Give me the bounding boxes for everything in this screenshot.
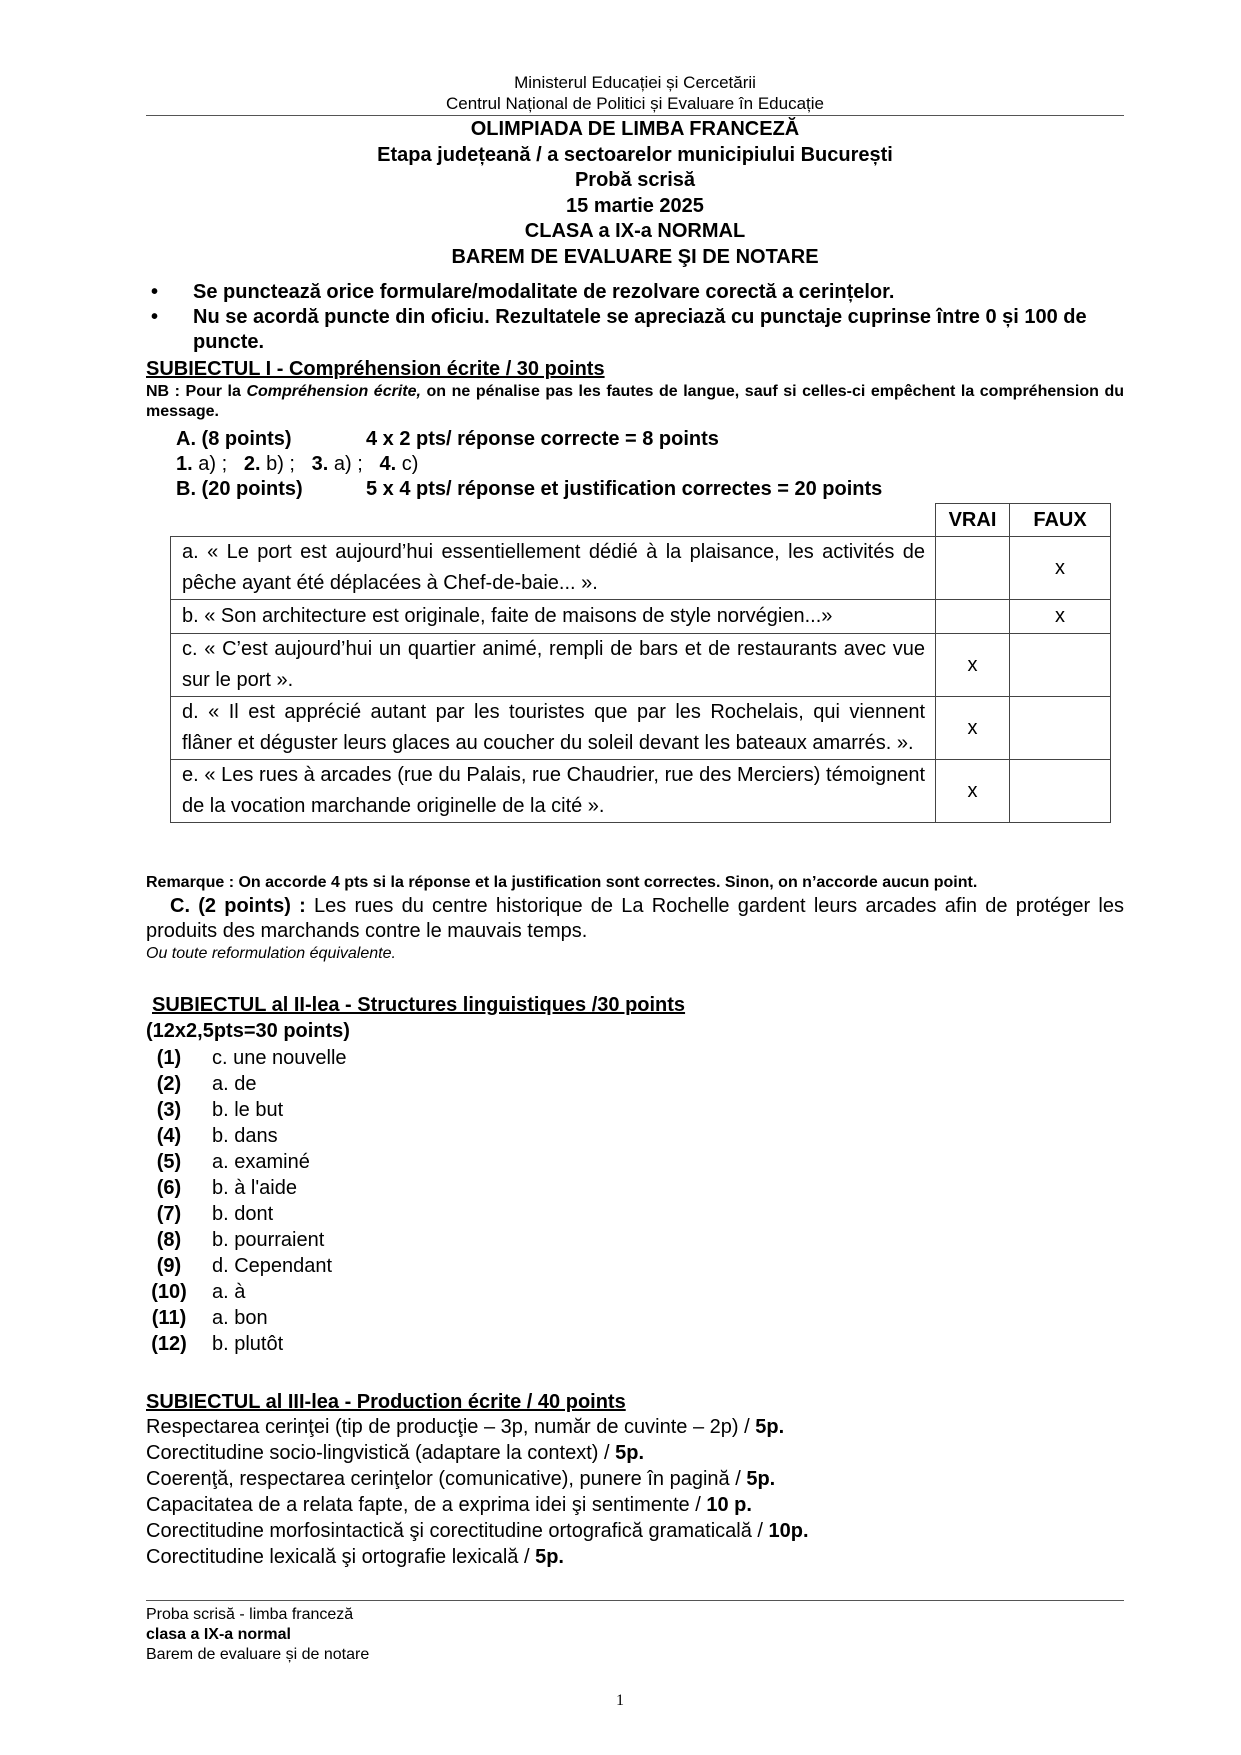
list-item: (7) b. dont (156, 1203, 274, 1225)
subject2-title: SUBIECTUL al II-lea - Structures linguistiques /30 points (152, 994, 686, 1016)
bullet-icon: • (151, 281, 159, 303)
part-c: C. (2 points) : Les rues du centre historique de La Rochelle gardent leurs arcades afin de protéger les produits des marchands contre le mauvais temps. (146, 895, 1124, 942)
table-header-row (171, 504, 1111, 537)
footer-line-class: clasa a IX-a normal (146, 1626, 291, 1643)
statement-cell: a. « Le port est aujourd’hui essentiellement dédié à la plaisance, les activités de pêche ayant été déplacées à Chef-de-baie... ». (171, 537, 936, 600)
subject1-title: SUBIECTUL I - Compréhension écrite / 30 points (146, 358, 605, 380)
list-item: (1) c. une nouvelle (156, 1047, 347, 1069)
table-row (171, 600, 1111, 634)
subject1-remark: Remarque : On accorde 4 pts si la réponse et la justification sont correctes. Sinon, on n’accorde aucun point. (146, 874, 978, 891)
table-row (171, 537, 1111, 600)
list-item: • Se punctează orice formulare/modalitate de rezolvare corectă a cerințelor. (151, 281, 895, 303)
title-stage: Etapa județeană / a sectoarelor municipiului București (377, 143, 893, 166)
faux-cell: x (1010, 537, 1111, 600)
bullet-icon: • (151, 306, 159, 328)
true-false-table (170, 503, 1111, 823)
criteria-item: Corectitudine socio-lingvistică (adaptare la context) / 5p. (146, 1442, 645, 1464)
part-a-label: A. (8 points) (176, 428, 292, 450)
table-row (171, 697, 1111, 760)
footer-line-test: Proba scrisă - limba franceză (146, 1606, 354, 1623)
list-item: (8) b. pourraient (156, 1229, 325, 1251)
list-item: (9) d. Cependant (156, 1255, 333, 1277)
list-item: (12) b. plutôt (151, 1333, 284, 1355)
page-header (146, 72, 1124, 114)
subject1-nb: NB : Pour la Compréhension écrite, on ne pénalise pas les fautes de langue, sauf si celles-ci empêchent la compréhension du message. (146, 383, 1125, 420)
statement-cell: d. « Il est apprécié autant par les touristes que par les Rochelais, qui viennent flâner et déguster leurs glaces au coucher du soleil devant les bateaux amarrés. ». (171, 697, 936, 760)
list-item: (10) a. à (151, 1281, 246, 1303)
title-date: 15 martie 2025 (566, 194, 704, 217)
faux-cell: x (1010, 600, 1111, 634)
subject2-score: (12x2,5pts=30 points) (146, 1020, 350, 1042)
part-b-label: B. (20 points) (176, 478, 303, 500)
subject3-title: SUBIECTUL al III-lea - Production écrite / 40 points (146, 1391, 626, 1413)
part-b-score: 5 x 4 pts/ réponse et justification correctes = 20 points (366, 478, 883, 500)
criteria-item: Corectitudine lexicală şi ortografie lexicală / 5p. (146, 1546, 564, 1568)
page-number: 1 (616, 1692, 624, 1709)
document-title-block (146, 117, 1124, 270)
title-olympiad: OLIMPIADA DE LIMBA FRANCEZĂ (470, 118, 800, 140)
list-item: (6) b. à l'aide (156, 1177, 297, 1199)
list-item: • Nu se acordă puncte din oficiu. Rezultatele se apreciază cu punctaje cuprinse între 0 și 100 de puncte. (151, 306, 1087, 353)
list-item: (3) b. le but (156, 1099, 284, 1121)
statement-cell: c. « C’est aujourd’hui un quartier animé, rempli de bars et de restaurants avec vue sur le port ». (171, 634, 936, 697)
header-divider (146, 115, 1124, 116)
statement-cell: b. « Son architecture est originale, faite de maisons de style norvégien...» (171, 600, 936, 634)
vrai-cell: x (936, 760, 1010, 823)
vrai-cell: x (936, 697, 1010, 760)
table-row (171, 634, 1111, 697)
criteria-item: Respectarea cerinţei (tip de producţie – 3p, număr de cuvinte – 2p) / 5p. (146, 1416, 785, 1438)
vrai-cell: x (936, 634, 1010, 697)
general-rules-list (146, 280, 1124, 355)
footer-divider (146, 1600, 1124, 1601)
title-class: CLASA a IX-a NORMAL (524, 220, 746, 242)
footer-line-scale: Barem de evaluare și de notare (146, 1646, 370, 1663)
column-header-faux: FAUX (1010, 504, 1111, 537)
page-footer (146, 1605, 746, 1665)
list-item: (5) a. examiné (156, 1151, 310, 1173)
title-test-type: Probă scrisă (574, 169, 696, 191)
header-center: Centrul Național de Politici și Evaluare în Educație (446, 94, 824, 113)
part-c-note: Ou toute reformulation équivalente. (146, 945, 396, 962)
faux-cell (1010, 697, 1111, 760)
title-scale: BAREM DE EVALUARE ŞI DE NOTARE (451, 245, 819, 268)
vrai-cell (936, 537, 1010, 600)
criteria-item: Coerenţă, respectarea cerinţelor (comunicative), punere în pagină / 5p. (146, 1468, 776, 1490)
criteria-item: Capacitatea de a relata fapte, de a exprima idei şi sentimente / 10 p. (146, 1494, 752, 1516)
header-ministry: Ministerul Educației și Cercetării (514, 73, 756, 92)
list-item: (2) a. de (156, 1073, 257, 1095)
column-header-vrai: VRAI (936, 504, 1010, 537)
faux-cell (1010, 634, 1111, 697)
table-row (171, 760, 1111, 823)
part-a-answers: 1. a) ; 2. b) ; 3. a) ; 4. c) (176, 453, 419, 475)
list-item: (4) b. dans (156, 1125, 278, 1147)
list-item: (11) a. bon (151, 1307, 268, 1329)
part-a-score: 4 x 2 pts/ réponse correcte = 8 points (366, 428, 719, 450)
criteria-item: Corectitudine morfosintactică şi corectitudine ortografică gramaticală / 10p. (146, 1520, 809, 1542)
vrai-cell (936, 600, 1010, 634)
statement-cell: e. « Les rues à arcades (rue du Palais, rue Chaudrier, rue des Merciers) témoignent de la vocation marchande originelle de la cité ». (171, 760, 936, 823)
faux-cell (1010, 760, 1111, 823)
